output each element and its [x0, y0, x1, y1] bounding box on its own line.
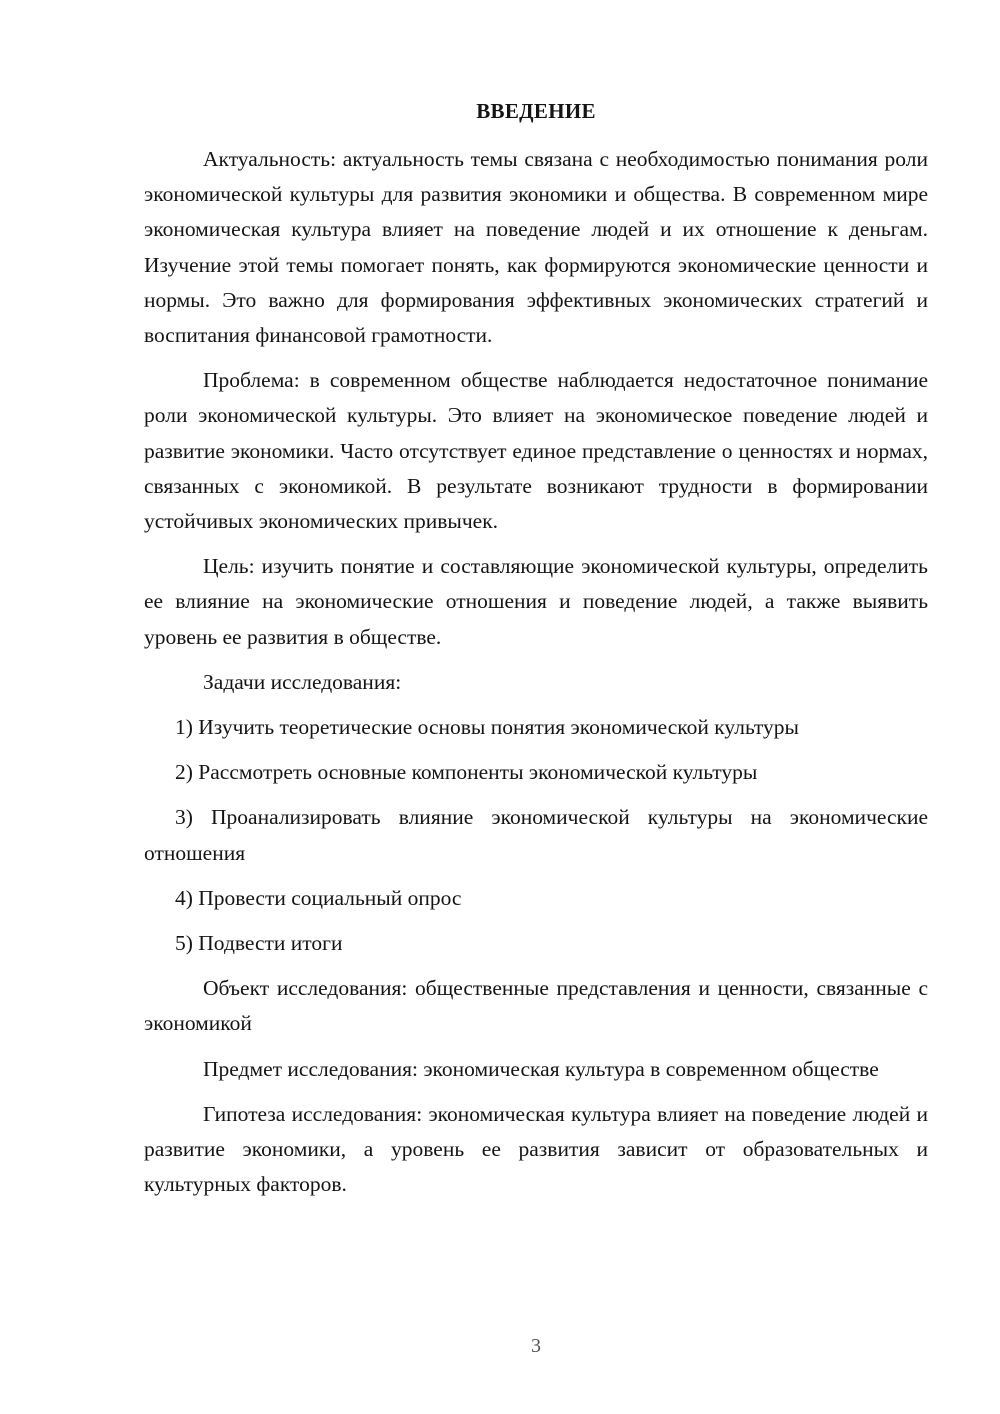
list-item: 2) Рассмотреть основные компоненты экономической культуры — [175, 760, 758, 785]
problem-paragraph: Проблема: в современном обществе наблюдается недостаточное понимание роли экономической культуры. Это влияет на экономическое поведение людей и развитие экономики. Часто отсутствует единое представление о ценностях и нормах, связанных с экономикой. В результате возникают трудности в формировании устойчивых экономических привычек. — [144, 368, 928, 534]
subject-paragraph: Предмет исследования: экономическая культура в современном обществе — [203, 1056, 879, 1081]
tasks-heading: Задачи исследования: — [203, 669, 402, 694]
list-item: 3) Проанализировать влияние экономической культуры на экономические отношения — [144, 805, 928, 865]
relevance-paragraph: Актуальность: актуальность темы связана с необходимостью понимания роли экономической культуры для развития экономики и общества. В современном мире экономическая культура влияет на поведение людей и их отношение к деньгам. Изучение этой темы помогает понять, как формируются экономические ценности и нормы. Это важно для формирования эффективных экономических стратегий и воспитания финансовой грамотности. — [144, 147, 928, 348]
object-paragraph: Объект исследования: общественные представления и ценности, связанные с экономикой — [144, 976, 928, 1036]
list-item: 4) Провести социальный опрос — [175, 885, 462, 910]
goal-paragraph: Цель: изучить понятие и составляющие экономической культуры, определить ее влияние на экономические отношения и поведение людей, а также выявить уровень ее развития в обществе. — [144, 554, 928, 649]
tasks-list — [144, 710, 928, 961]
document-body — [144, 142, 928, 1212]
list-item: 1) Изучить теоретические основы понятия экономической культуры — [175, 715, 799, 740]
page-number: 3 — [531, 1335, 541, 1357]
hypothesis-paragraph: Гипотеза исследования: экономическая культура влияет на поведение людей и развитие экономики, а уровень ее развития зависит от образовательных и культурных факторов. — [144, 1101, 928, 1197]
list-item: 5) Подвести итоги — [175, 931, 343, 956]
section-title: ВВЕДЕНИЕ — [476, 99, 596, 123]
